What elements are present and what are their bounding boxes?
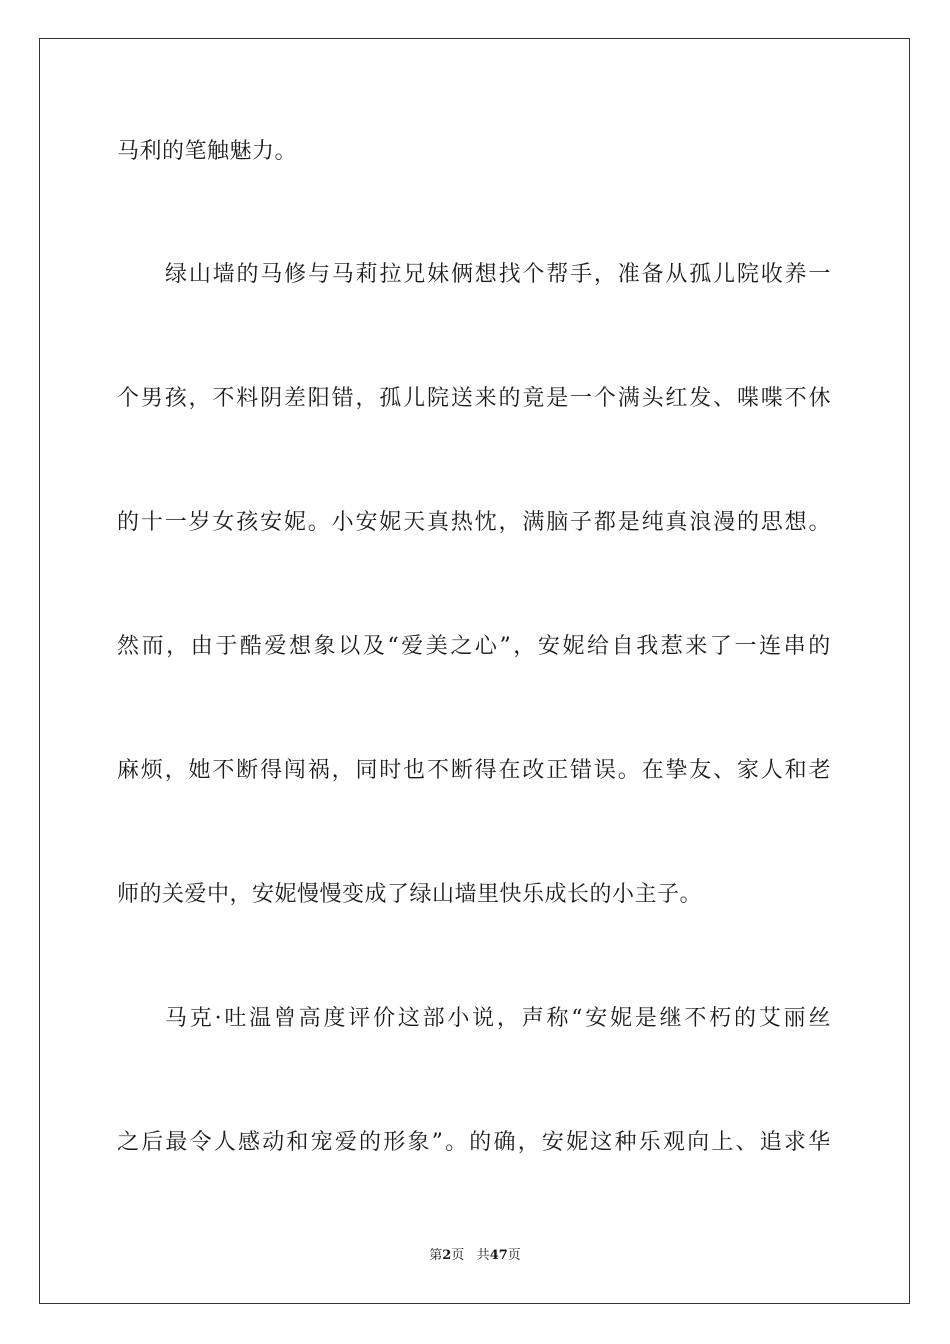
text-line-7: 师的关爱中，安妮慢慢变成了绿山墙里快乐成长的小主子。 <box>117 882 703 907</box>
footer-page-number: 2 <box>442 1248 452 1263</box>
text-line-8: 马 克 · 吐 温 曾 高 度 评 价 这 部 小 说 ， 声 称 “ 安 妮 是 继 不 朽 的 艾 丽 丝 <box>165 1006 831 1031</box>
text-line-4: 的 十 一 岁 女 孩 安 妮 。 小 安 妮 天 真 热 忱 ， 满 脑 子 都 是 纯 真 浪 漫 的 思 想 。 <box>117 510 831 535</box>
footer-total-suffix: 页 <box>507 1248 521 1263</box>
footer-page-suffix: 页 <box>451 1248 465 1263</box>
text-line-2: 绿 山 墙 的 马 修 与 马 莉 拉 兄 妹 俩 想 找 个 帮 手 ， 准 备 从 孤 儿 院 收 养 一 <box>165 262 831 287</box>
text-line-5: 然 而 ， 由 于 酷 爱 想 象 以 及 “ 爱 美 之 心 ” ， 安 妮 给 自 我 惹 来 了 一 连 串 的 <box>117 634 831 659</box>
page-border <box>39 38 910 1304</box>
text-line-1: 马利的笔触魅力。 <box>117 139 298 164</box>
footer-total-prefix: 共 <box>476 1248 490 1263</box>
footer-page-prefix: 第 <box>429 1248 443 1263</box>
text-line-9: 之 后 最 令 人 感 动 和 宠 爱 的 形 象 ” 。 的 确 ， 安 妮 这 种 乐 观 向 上 、 追 求 华 <box>117 1130 831 1155</box>
page-footer <box>0 1247 950 1265</box>
footer-total-pages: 47 <box>489 1248 508 1263</box>
text-line-6: 麻 烦 ， 她 不 断 得 闯 祸 ， 同 时 也 不 断 得 在 改 正 错 误 。 在 挚 友 、 家 人 和 老 <box>117 758 831 783</box>
text-line-3: 个 男 孩 ， 不 料 阴 差 阳 错 ， 孤 儿 院 送 来 的 竟 是 一 个 满 头 红 发 、 喋 喋 不 休 <box>117 386 831 411</box>
